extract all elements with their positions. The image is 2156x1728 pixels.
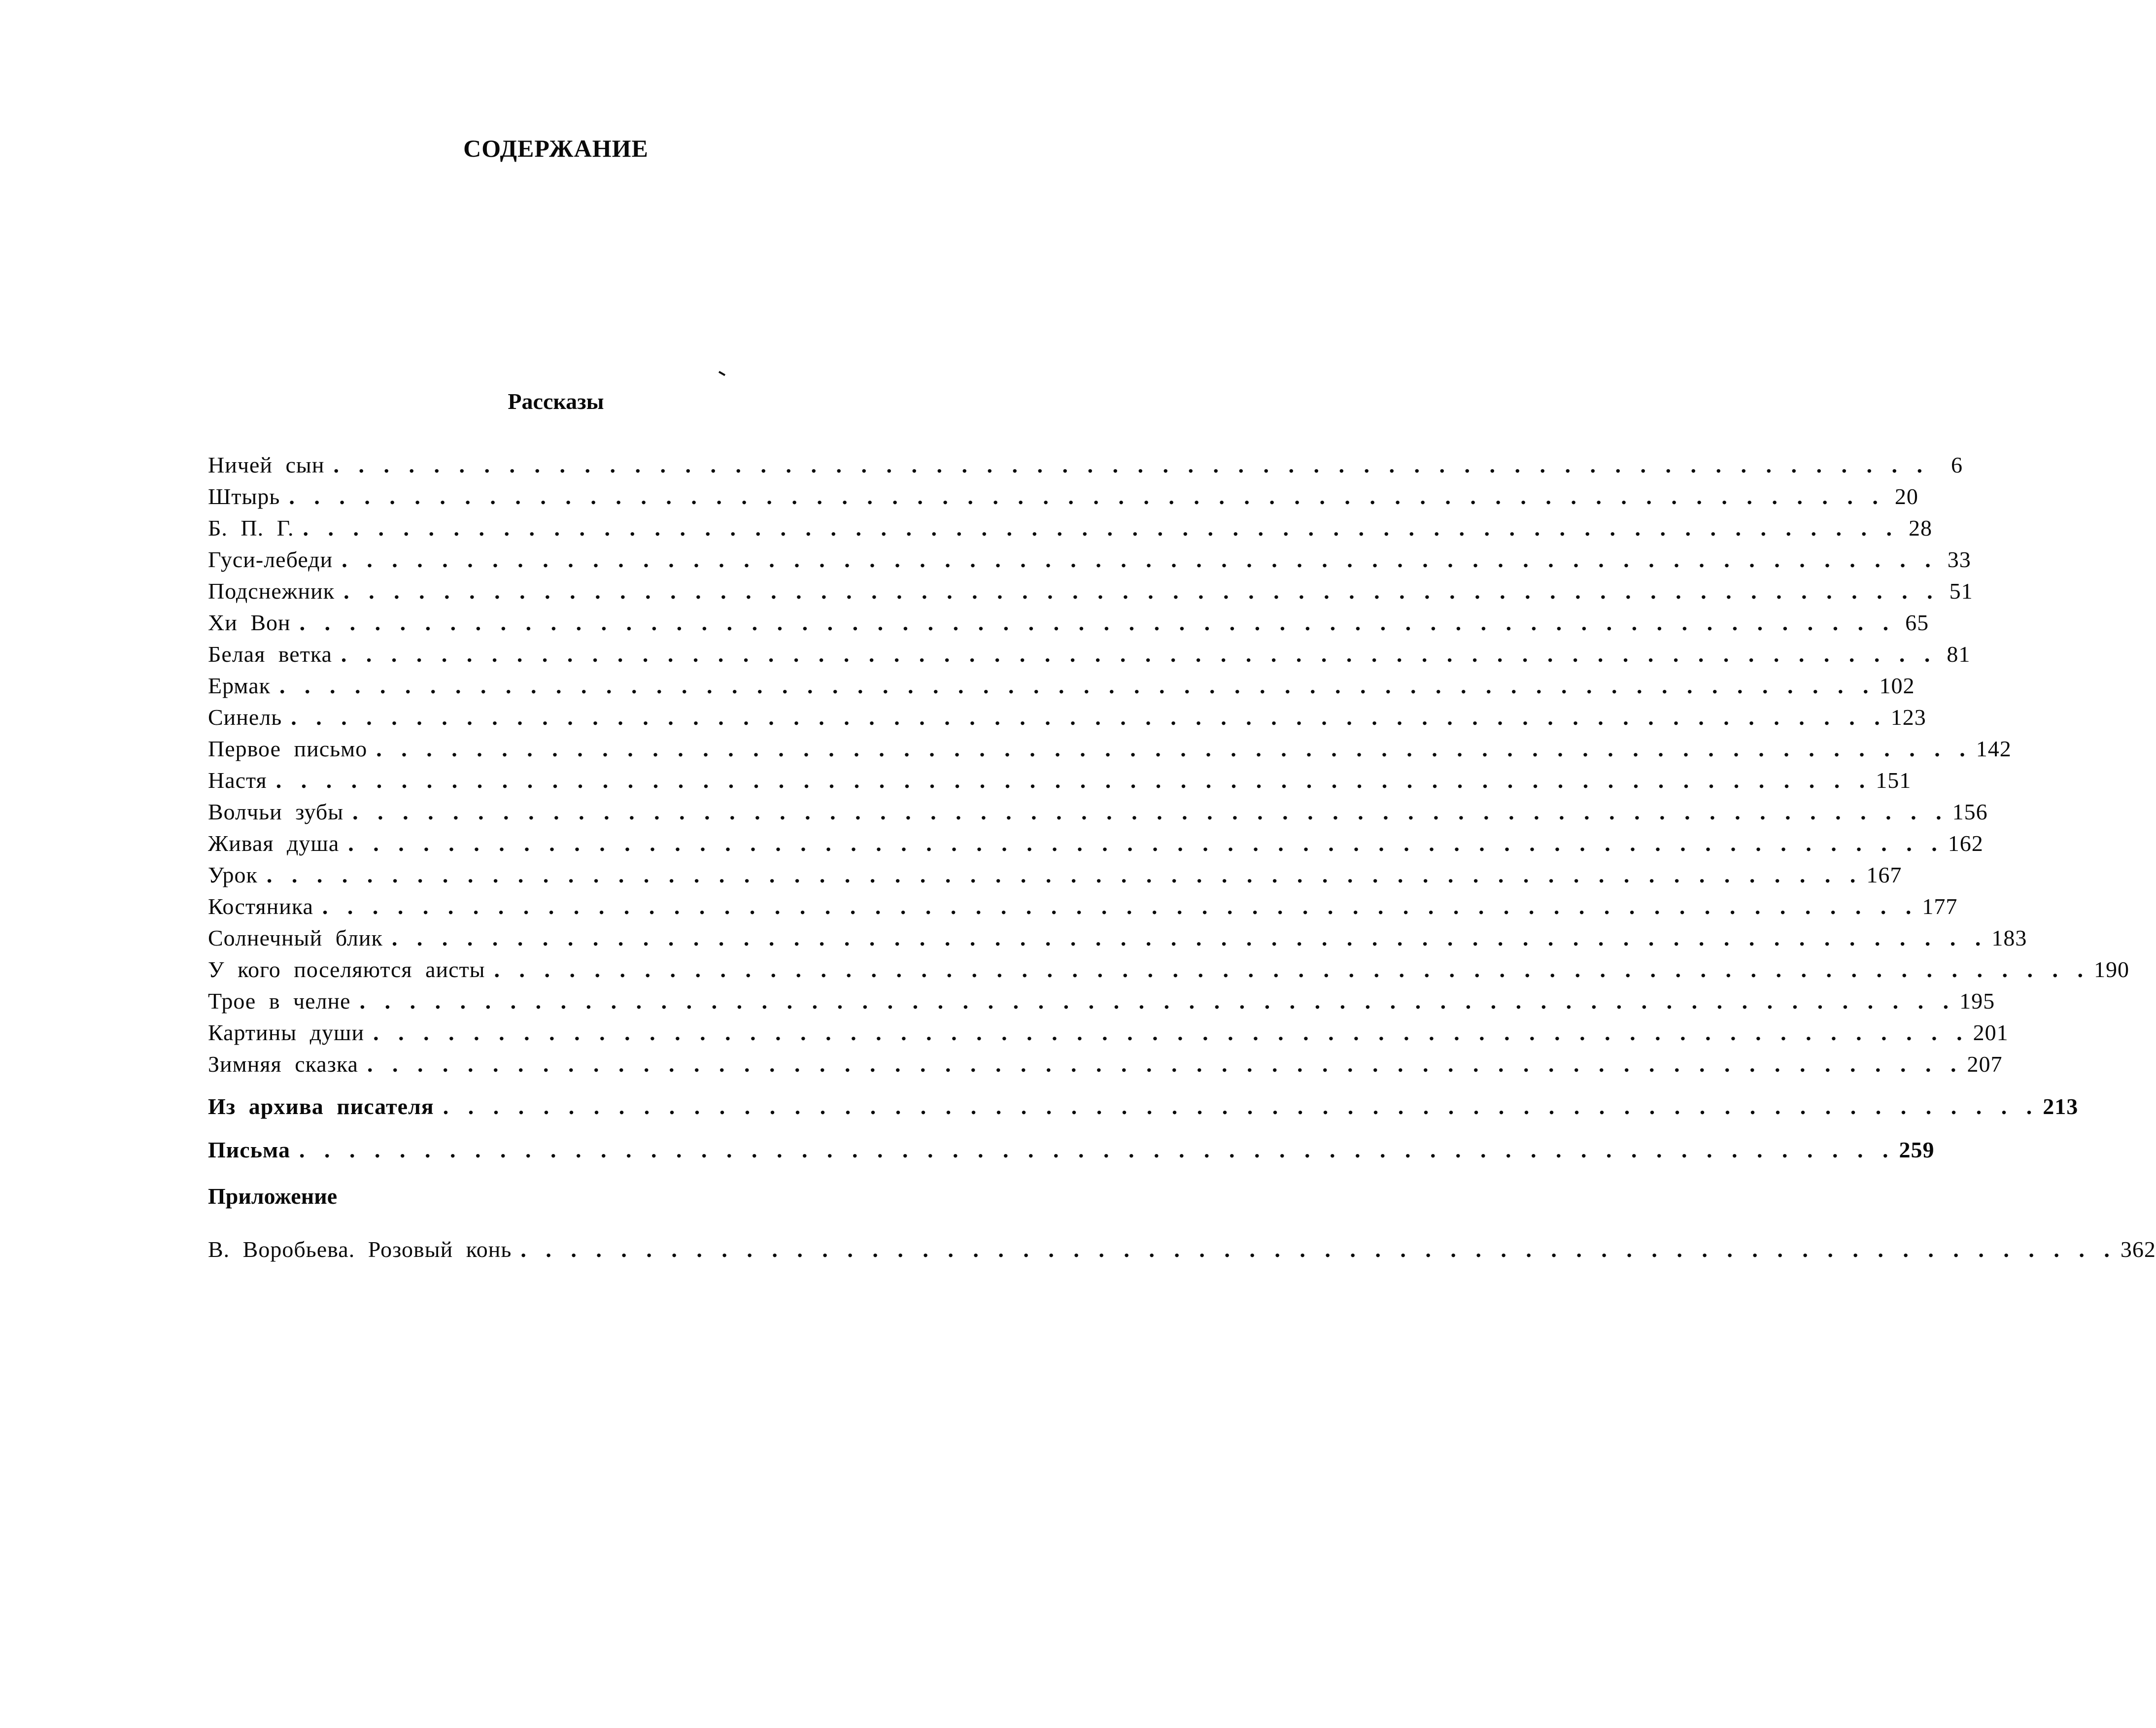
toc-entry-title: Трое в челне xyxy=(208,988,351,1014)
toc-leader: . . . . . . . . . . . . . . . . . . . . . . . . . . . . . . . . . . . . . . . . . . . . . . . . . . . . . . . . . . . . . . . . xyxy=(303,515,1899,541)
toc-entry-page: 102 xyxy=(1879,673,1915,698)
toc-entry[interactable] xyxy=(208,891,1958,922)
toc-leader: . . . . . . . . . . . . . . . . . . . . . . . . . . . . . . . . . . . . . . . . . . . . . . . . . . . . . . . . . . . . . . . . xyxy=(373,1020,1969,1045)
toc-entry-title: В. Воробьева. Розовый конь xyxy=(208,1237,512,1262)
toc-leader: . . . . . . . . . . . . . . . . . . . . . . . . . . . . . . . . . . . . . . . . . . . . . . . . . . . . . . . . . . . . . . . . xyxy=(359,988,1956,1014)
toc-entry[interactable] xyxy=(208,922,2027,954)
toc-entry[interactable] xyxy=(208,828,1984,859)
toc-entry-title: Б. П. Г. xyxy=(208,515,294,541)
toc-leader: . . . . . . . . . . . . . . . . . . . . . . . . . . . . . . . . . . . . . . . . . . . . . . . . . . . . . . . . . . . . . . . . xyxy=(391,925,1988,950)
toc-entry-page: 151 xyxy=(1876,768,1912,793)
toc-entry-title: Штырь xyxy=(208,484,280,509)
toc-entry-title: Волчьи зубы xyxy=(208,799,344,824)
toc-entry-page: 6 xyxy=(1951,452,1963,477)
toc-leader: . . . . . . . . . . . . . . . . . . . . . . . . . . . . . . . . . . . . . . . . . . . . . . . . . . . . . . . . . . . . . . . . xyxy=(279,673,1876,698)
toc-entry-page: 183 xyxy=(1991,925,2027,950)
toc-entry-title: Ничей сын xyxy=(208,452,325,477)
toc-entry-title: Хи Вон xyxy=(208,610,291,635)
toc-entry-title: Урок xyxy=(208,862,258,887)
toc-leader: . . . . . . . . . . . . . . . . . . . . . . . . . . . . . . . . . . . . . . . . . . . . . . . . . . . . . . . . . . . . . . . . xyxy=(275,768,1872,793)
toc-entry-page: 28 xyxy=(1909,515,1933,541)
stray-mark xyxy=(719,371,725,376)
toc-entry-page: 65 xyxy=(1905,610,1929,635)
toc-leader: . . . . . . . . . . . . . . . . . . . . . . . . . . . . . . . . . . . . . . . . . . . . . . . . . . . . . . . . . . . . . . . . xyxy=(333,452,1929,477)
toc-entry[interactable] xyxy=(208,607,1929,639)
toc-entry-title: Синель xyxy=(208,705,282,730)
toc-entry[interactable] xyxy=(208,796,1988,828)
toc-entry-page: 190 xyxy=(2094,957,2130,982)
toc-entry-page: 162 xyxy=(1948,831,1984,856)
toc-entry[interactable] xyxy=(208,544,1971,576)
toc-entry[interactable] xyxy=(208,481,1918,512)
toc-leader: . . . . . . . . . . . . . . . . . . . . . . . . . . . . . . . . . . . . . . . . . . . . . . . . . . . . . . . . . . . . . . . . xyxy=(443,1094,2039,1119)
toc-leader: . . . . . . . . . . . . . . . . . . . . . . . . . . . . . . . . . . . . . . . . . . . . . . . . . . . . . . . . . . . . . . . . xyxy=(494,957,2090,982)
toc-leader: . . . . . . . . . . . . . . . . . . . . . . . . . . . . . . . . . . . . . . . . . . . . . . . . . . . . . . . . . . . . . . . . xyxy=(367,1051,1963,1077)
toc-entry-appendix-item[interactable] xyxy=(208,1234,2156,1265)
toc-entry-page: 142 xyxy=(1976,736,2012,761)
page-title: СОДЕРЖАНИЕ xyxy=(463,135,649,162)
toc-entry-page: 33 xyxy=(1947,547,1971,572)
toc-entry-letters[interactable] xyxy=(208,1134,1935,1166)
toc-entry-page: 207 xyxy=(1967,1051,2003,1077)
toc-entry-page: 201 xyxy=(1973,1020,2009,1045)
toc-entry-title: Белая ветка xyxy=(208,642,332,667)
toc-leader: . . . . . . . . . . . . . . . . . . . . . . . . . . . . . . . . . . . . . . . . . . . . . . . . . . . . . . . . . . . . . . . . xyxy=(299,610,1896,635)
toc-leader: . . . . . . . . . . . . . . . . . . . . . . . . . . . . . . . . . . . . . . . . . . . . . . . . . . . . . . . . . . . . . . . . xyxy=(289,484,1885,509)
toc-entry[interactable] xyxy=(208,985,1995,1017)
appendix-heading: Приложение xyxy=(208,1184,338,1209)
toc-leader: . . . . . . . . . . . . . . . . . . . . . . . . . . . . . . . . . . . . . . . . . . . . . . . . . . . . . . . . . . . . . . . . xyxy=(341,642,1937,667)
toc-entry-page: 362 xyxy=(2120,1237,2156,1262)
toc-entry-page: 177 xyxy=(1922,894,1958,919)
toc-entry-title: Зимняя сказка xyxy=(208,1051,358,1077)
toc-leader: . . . . . . . . . . . . . . . . . . . . . . . . . . . . . . . . . . . . . . . . . . . . . . . . . . . . . . . . . . . . . . . . xyxy=(520,1237,2117,1262)
toc-entry[interactable] xyxy=(208,670,1915,702)
toc-entry[interactable] xyxy=(208,702,1926,733)
toc-entry[interactable] xyxy=(208,1049,2003,1080)
toc-leader: . . . . . . . . . . . . . . . . . . . . . . . . . . . . . . . . . . . . . . . . . . . . . . . . . . . . . . . . . . . . . . . . xyxy=(343,578,1940,604)
table-of-contents xyxy=(208,449,2156,1265)
toc-entry-title: Гуси-лебеди xyxy=(208,547,333,572)
toc-entry-page: 195 xyxy=(1959,988,1995,1014)
toc-entry-title: Из архива писателя xyxy=(208,1094,434,1119)
toc-entry-page: 81 xyxy=(1947,642,1971,667)
toc-entry-page: 213 xyxy=(2043,1094,2079,1119)
toc-entry-page: 20 xyxy=(1894,484,1918,509)
toc-leader: . . . . . . . . . . . . . . . . . . . . . . . . . . . . . . . . . . . . . . . . . . . . . . . . . . . . . . . . . . . . . . . . xyxy=(348,831,1944,856)
toc-entry-page: 123 xyxy=(1890,705,1926,730)
toc-entry-page: 259 xyxy=(1899,1137,1935,1162)
toc-entry-page: 51 xyxy=(1949,578,1973,604)
toc-entry[interactable] xyxy=(208,639,1971,670)
toc-entry[interactable] xyxy=(208,954,2130,985)
toc-entry-title: Солнечный блик xyxy=(208,925,383,950)
toc-leader: . . . . . . . . . . . . . . . . . . . . . . . . . . . . . . . . . . . . . . . . . . . . . . . . . . . . . . . . . . . . . . . . xyxy=(291,705,1887,730)
toc-entry-title: Настя xyxy=(208,768,267,793)
toc-entry-title: Костяника xyxy=(208,894,313,919)
toc-entry-title: Письма xyxy=(208,1137,291,1162)
toc-entry-title: Первое письмо xyxy=(208,736,368,761)
toc-leader: . . . . . . . . . . . . . . . . . . . . . . . . . . . . . . . . . . . . . . . . . . . . . . . . . . . . . . . . . . . . . . . . xyxy=(299,1137,1895,1162)
stories-list xyxy=(208,449,2130,1080)
toc-entry-title: У кого поселяются аисты xyxy=(208,957,485,982)
toc-entry[interactable] xyxy=(208,765,1912,796)
toc-entry-title: Картины души xyxy=(208,1020,365,1045)
toc-entry[interactable] xyxy=(208,1017,2009,1049)
toc-entry[interactable] xyxy=(208,733,2012,765)
toc-entry-page: 156 xyxy=(1952,799,1988,824)
toc-entry[interactable] xyxy=(208,859,1902,891)
toc-leader: . . . . . . . . . . . . . . . . . . . . . . . . . . . . . . . . . . . . . . . . . . . . . . . . . . . . . . . . . . . . . . . . xyxy=(266,862,1863,887)
toc-leader: . . . . . . . . . . . . . . . . . . . . . . . . . . . . . . . . . . . . . . . . . . . . . . . . . . . . . . . . . . . . . . . . xyxy=(342,547,1938,572)
toc-entry[interactable] xyxy=(208,449,1963,481)
toc-leader: . . . . . . . . . . . . . . . . . . . . . . . . . . . . . . . . . . . . . . . . . . . . . . . . . . . . . . . . . . . . . . . . xyxy=(376,736,1972,761)
toc-entry-page: 167 xyxy=(1866,862,1902,887)
toc-entry[interactable] xyxy=(208,576,1973,607)
toc-leader: . . . . . . . . . . . . . . . . . . . . . . . . . . . . . . . . . . . . . . . . . . . . . . . . . . . . . . . . . . . . . . . . xyxy=(352,799,1949,824)
toc-entry-title: Подснежник xyxy=(208,578,335,604)
toc-entry[interactable] xyxy=(208,512,1933,544)
toc-entry-title: Ермак xyxy=(208,673,271,698)
toc-leader: . . . . . . . . . . . . . . . . . . . . . . . . . . . . . . . . . . . . . . . . . . . . . . . . . . . . . . . . . . . . . . . . xyxy=(322,894,1918,919)
toc-entry-archive[interactable] xyxy=(208,1091,2079,1122)
toc-entry-title: Живая душа xyxy=(208,831,340,856)
section-title: Рассказы xyxy=(508,389,604,414)
